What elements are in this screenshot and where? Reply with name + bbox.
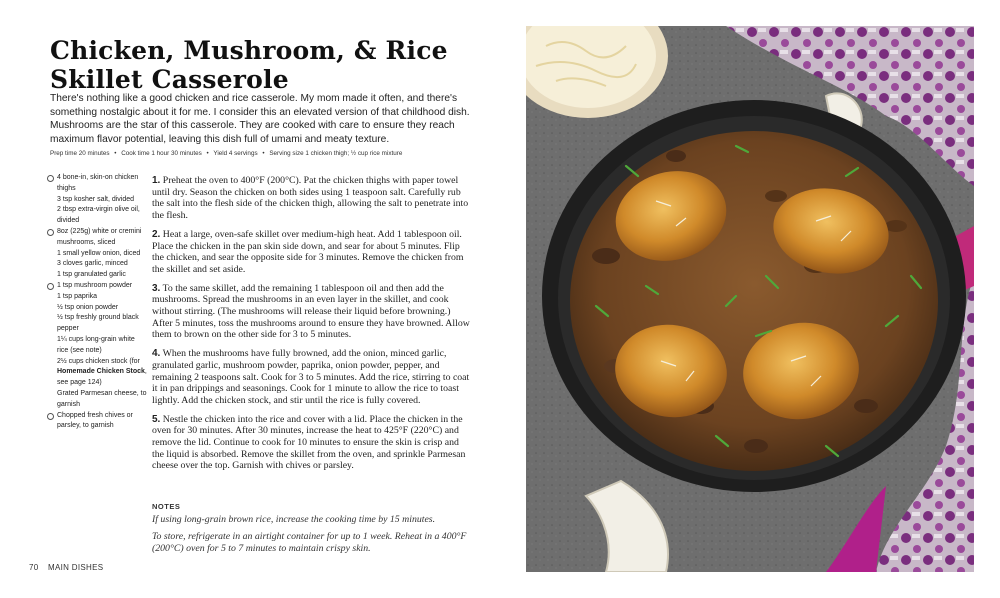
ingredient-text: Chopped fresh chives or parsley, to garnish	[57, 411, 133, 430]
cross-reference-link: Homemade Chicken Stock	[57, 368, 145, 376]
ingredient-item	[47, 281, 147, 292]
checkbox-circle-icon	[47, 229, 54, 236]
ingredient-item	[47, 411, 147, 433]
ingredient-item	[47, 270, 147, 281]
note-item: If using long-grain brown rice, increase the cooking time by 15 minutes.	[152, 513, 436, 525]
ingredient-item	[47, 227, 147, 249]
ingredient-text: 1 small yellow onion, diced	[57, 249, 141, 257]
ingredient-item	[47, 195, 147, 206]
step-number: 3.	[152, 282, 161, 294]
step-number: 2.	[152, 228, 161, 240]
notes-heading: NOTES	[152, 502, 181, 511]
meta-separator: •	[114, 150, 117, 157]
ingredient-text: ½ tsp onion powder	[57, 303, 119, 311]
skillet-casserole-illustration	[526, 26, 974, 572]
ingredient-text: 8oz (225g) white or cremini mushrooms, sliced	[57, 227, 142, 246]
ingredient-text: 1¼ cups long-grain white rice (see note)	[57, 335, 135, 354]
step-text: To the same skillet, add the remaining 1 tablespoon oil and then add the mushrooms. Spread the mushrooms in an even layer in the skillet, and cook without stirring. (The mushrooms will release their liquid before browning.) After 5 minutes, toss the mushrooms around to ensure they have browned. Allow them to brown on the other side for 3 to 5 minutes.	[152, 282, 470, 341]
step-text: Nestle the chicken into the rice and cover with a lid. Place the chicken in the oven for 30 minutes. After 30 minutes, increase the heat to 425°F (220°C) and remove the lid. Continue to cook for 10 minutes to ensure the skin is crisp and the liquid is absorbed. Remove the skillet from the oven, and sprinkle Parmesan cheese over the top. Garnish with chives or parsley.	[152, 413, 466, 472]
page-number: 70	[29, 563, 39, 572]
method-step	[152, 283, 470, 342]
step-number: 4.	[152, 348, 161, 360]
ingredient-text: 3 tsp kosher salt, divided	[57, 195, 135, 203]
note-item: To store, refrigerate in an airtight container for up to 1 week. Reheat in a 400°F (200°C) oven for 5 to 7 minutes to maintain crispy skin.	[152, 531, 467, 555]
yield-label: Yield	[213, 150, 228, 157]
recipe-title	[50, 36, 490, 94]
ingredient-item	[47, 357, 147, 389]
dish-photo	[526, 26, 974, 572]
method-step	[152, 414, 470, 473]
cook-time-label: Cook time	[121, 150, 150, 157]
ingredient-item	[47, 292, 147, 303]
ingredient-text: 3 cloves garlic, minced	[57, 260, 128, 268]
ingredient-item	[47, 173, 147, 195]
checkbox-circle-icon	[47, 283, 54, 290]
meta-separator: •	[262, 150, 265, 157]
ingredient-item	[47, 335, 147, 357]
checkbox-circle-icon	[47, 175, 54, 182]
recipe-intro: There's nothing like a good chicken and rice casserole. My mom made it often, and there's something nostalgic about it for me. I consider this an elevated version of that childhood dish. Mushrooms are the star of this casserole. They are cooked with care to ensure they reach maximum flavor potential, leaving this dish full of umami and meaty texture.	[50, 93, 470, 145]
prep-time-label: Prep time	[50, 150, 77, 157]
prep-time-value: 20 minutes	[78, 150, 110, 157]
ingredient-text: 4 bone-in, skin-on chicken thighs	[57, 174, 139, 192]
ingredient-text: 2½ cups chicken stock (for	[57, 357, 140, 365]
method-step	[152, 229, 470, 276]
cook-time-value: 1 hour 30 minutes	[151, 150, 202, 157]
section-name: MAIN DISHES	[48, 563, 104, 572]
ingredient-text: 2 tbsp extra-virgin olive oil, divided	[57, 206, 140, 225]
recipe-title-line-1: Chicken, Mushroom, & Rice	[50, 36, 448, 65]
recipe-title-line-2: Skillet Casserole	[50, 65, 289, 94]
ingredient-text-suffix: , see page 124)	[57, 368, 147, 387]
meta-separator: •	[206, 150, 209, 157]
ingredient-text: 1 tsp mushroom powder	[57, 281, 133, 289]
ingredient-text: Grated Parmesan cheese, to garnish	[57, 389, 147, 408]
step-text: Heat a large, oven-safe skillet over medium-high heat. Add 1 tablespoon oil. Place the chicken in the pan skin side down, and sear for about 5 minutes. Flip the chicken, and sear the opposite side for 3 minutes. Remove the chicken from the skillet and set aside.	[152, 228, 464, 275]
yield-value: 4 servings	[228, 150, 258, 157]
checkbox-circle-icon	[47, 413, 54, 420]
ingredient-item	[47, 205, 147, 227]
rice-bed	[570, 131, 938, 471]
ingredient-text: ½ tsp freshly ground black pepper	[57, 314, 139, 333]
method-step	[152, 348, 470, 407]
ingredient-item	[47, 303, 147, 314]
step-number: 1.	[152, 175, 161, 186]
method-step	[152, 175, 470, 222]
method-steps	[152, 175, 470, 479]
ingredient-text: 1 tsp paprika	[57, 292, 98, 300]
ingredient-item	[47, 389, 147, 411]
step-number: 5.	[152, 413, 161, 425]
recipe-meta	[50, 150, 500, 157]
page-footer	[29, 563, 103, 572]
step-text: When the mushrooms have fully browned, add the onion, minced garlic, granulated garlic, mushroom powder, paprika, onion powder, pepper, and remaining 2 teaspoons salt. Cook for 3 to 5 minutes. Add the rice, stirring to coat it in pan drippings and seasonings. Cook for 1 minute to allow the rice to toast lightly. Add the chicken stock, and stir until the rice is fully covered.	[152, 348, 470, 406]
ingredient-item	[47, 313, 147, 335]
ingredient-list	[47, 173, 147, 432]
serving-size-value: 1 chicken thigh; ½ cup rice mixture	[305, 150, 403, 157]
step-text: Preheat the oven to 400°F (200°C). Pat the chicken thighs with paper towel until dry. Season the chicken on both sides using 1 teaspoon salt. Carefully rub the salt into the flesh side of the chicken thigh, allowing the salt to penetrate into the flesh.	[152, 175, 469, 222]
serving-size-label: Serving size	[269, 150, 304, 157]
recipe-notes	[152, 501, 470, 561]
ingredient-item	[47, 259, 147, 270]
ingredient-text: 1 tsp granulated garlic	[57, 271, 126, 279]
ingredient-item	[47, 249, 147, 260]
